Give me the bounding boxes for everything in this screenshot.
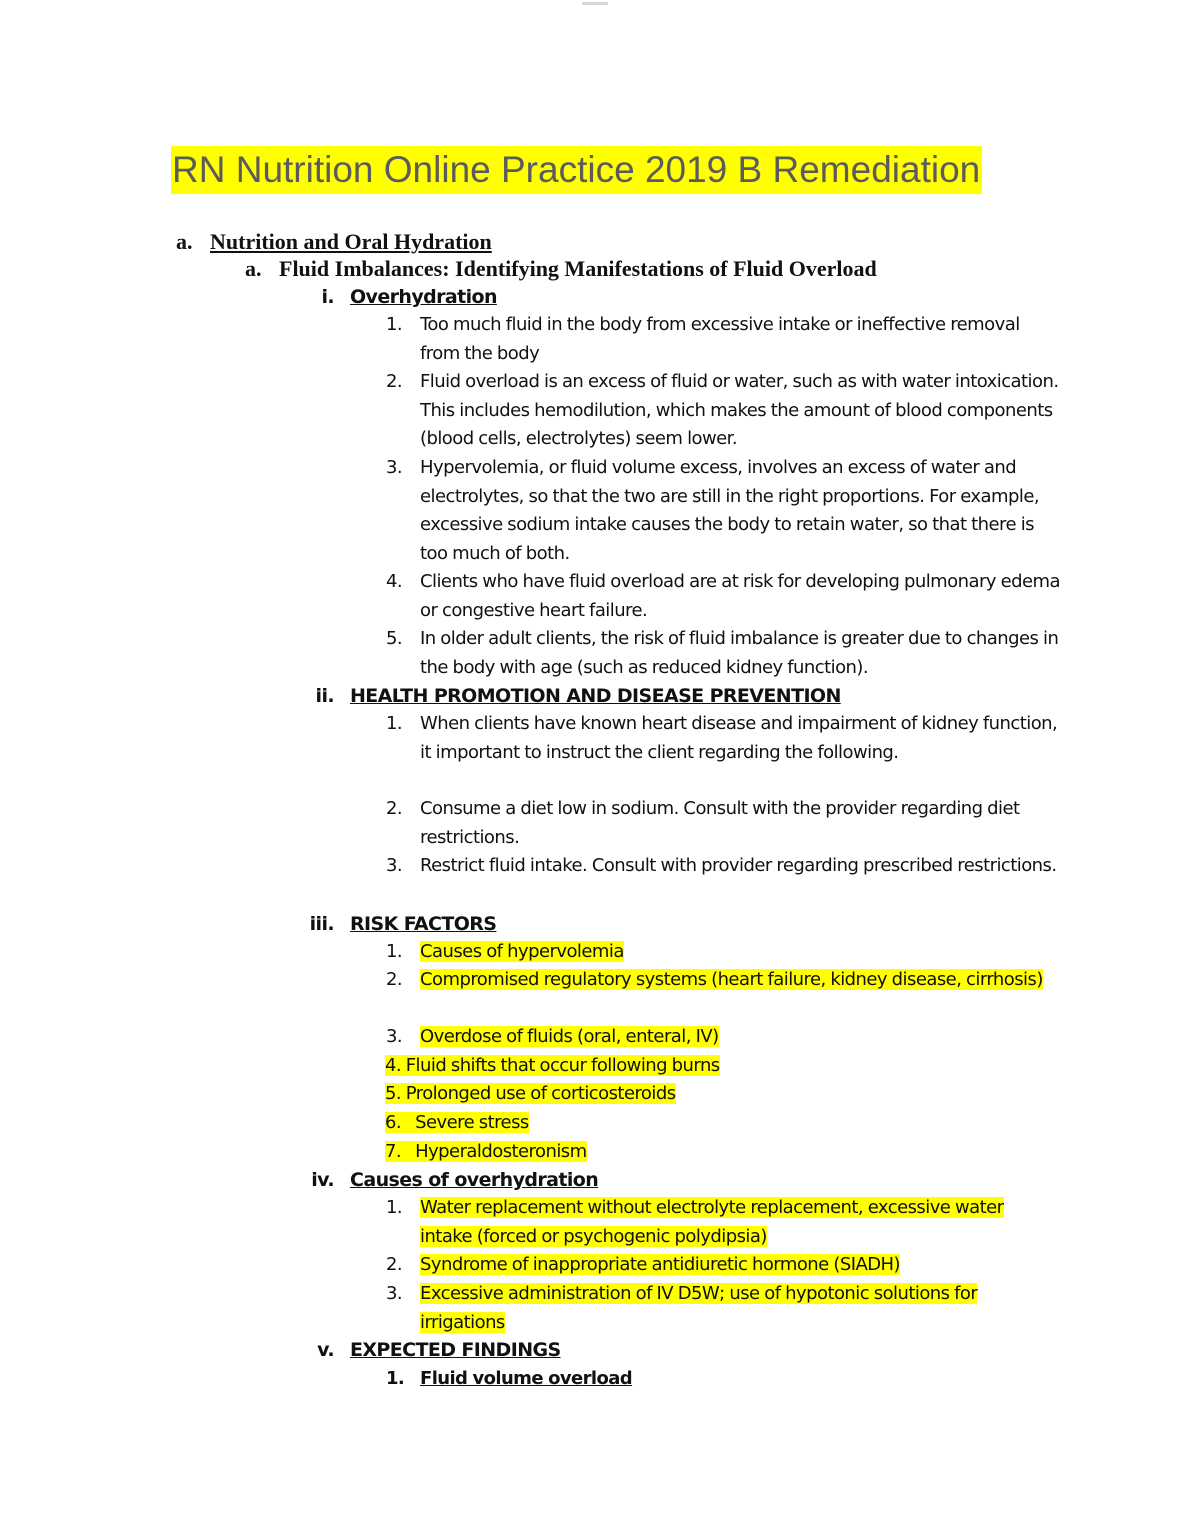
section-marker: i.: [321, 286, 334, 308]
item-text: Excessive administration of IV D5W; use of hypotonic solutions for irrigations: [420, 1283, 978, 1333]
section-expected-findings: [317, 1336, 561, 1365]
heading-1-marker: a.: [176, 229, 193, 254]
item-number: 2.: [386, 969, 403, 990]
item-number: 1.: [386, 941, 403, 962]
section-title: HEALTH PROMOTION AND DISEASE PREVENTION: [350, 685, 841, 707]
item-text: Too much fluid in the body from excessive intake or ineffective removal from the body: [420, 314, 1020, 364]
list-item: [385, 1138, 1025, 1167]
item-text: In older adult clients, the risk of fluid imbalance is greater due to changes in the body with age (such as reduced kidney function).: [420, 628, 1059, 678]
list-item: [386, 710, 1060, 767]
item-number: 3.: [386, 457, 403, 478]
item-number: 3.: [386, 1026, 403, 1047]
item-number: 1.: [386, 1197, 403, 1218]
list-item: [386, 1194, 1060, 1251]
item-text: Syndrome of inappropriate antidiuretic hormone (SIADH): [420, 1254, 900, 1275]
section-risk-factors: [309, 910, 497, 939]
item-number: 1.: [386, 713, 403, 734]
item-number: 5.: [386, 628, 403, 649]
item-number: 4.: [386, 571, 403, 592]
list-item: [385, 1080, 1025, 1109]
item-text: Fluid shifts that occur following burns: [405, 1055, 720, 1076]
item-number: 4.: [385, 1055, 402, 1076]
item-number: 2.: [386, 798, 403, 819]
item-number: 1.: [386, 1368, 405, 1389]
section-marker: ii.: [315, 685, 334, 707]
section-marker: iii.: [309, 913, 334, 935]
item-number: 2.: [386, 371, 403, 392]
heading-1-text: Nutrition and Oral Hydration: [210, 229, 492, 254]
item-number: 7.: [385, 1141, 402, 1162]
heading-2-marker: a.: [245, 256, 262, 281]
list-item: [386, 1365, 1060, 1394]
section-causes-overhydration: [311, 1166, 599, 1195]
item-text: Severe stress: [415, 1112, 529, 1133]
section-overhydration: [321, 283, 497, 312]
item-number: 3.: [386, 855, 403, 876]
section-title: Causes of overhydration: [350, 1169, 599, 1191]
list-item: [386, 852, 1060, 881]
list-item: [386, 1023, 1060, 1052]
item-number: 1.: [386, 314, 403, 335]
header-mark: [582, 2, 608, 5]
item-text: Consume a diet low in sodium. Consult with the provider regarding diet restrictions.: [420, 798, 1020, 848]
list-item: [386, 795, 1060, 852]
list-item: [386, 454, 1060, 568]
item-text: Prolonged use of corticosteroids: [405, 1083, 676, 1104]
list-item: [386, 568, 1060, 625]
list-item: [385, 1052, 1025, 1081]
list-item: [386, 311, 1060, 368]
section-title: EXPECTED FINDINGS: [350, 1339, 561, 1361]
item-text: Causes of hypervolemia: [420, 941, 624, 962]
item-text: Restrict fluid intake. Consult with provider regarding prescribed restrictions.: [420, 855, 1057, 876]
item-number: 3.: [386, 1283, 403, 1304]
list-item: [386, 625, 1060, 682]
list-item: [386, 1280, 1060, 1337]
list-item: [386, 966, 1060, 995]
item-text: When clients have known heart disease and impairment of kidney function, it important to instruct the client regarding the following.: [420, 713, 1058, 763]
item-text: Fluid overload is an excess of fluid or water, such as with water intoxication. This includes hemodilution, which makes the amount of blood components (blood cells, electrolytes) seem lower.: [420, 371, 1059, 449]
heading-level-2: [245, 256, 877, 282]
item-text: Fluid volume overload: [420, 1368, 633, 1389]
section-title: RISK FACTORS: [350, 913, 497, 935]
list-item: [386, 1251, 1060, 1280]
item-number: 2.: [386, 1254, 403, 1275]
item-number: 6.: [385, 1112, 402, 1133]
list-item: [386, 368, 1060, 454]
section-marker: iv.: [311, 1169, 334, 1191]
section-marker: v.: [317, 1339, 334, 1361]
list-item: [385, 1109, 1025, 1138]
item-text: Compromised regulatory systems (heart failure, kidney disease, cirrhosis): [420, 969, 1043, 990]
heading-2-text: Fluid Imbalances: Identifying Manifestations of Fluid Overload: [279, 256, 877, 281]
list-item: [386, 938, 1060, 967]
section-title: Overhydration: [350, 286, 497, 308]
item-number: 5.: [385, 1083, 402, 1104]
item-text: Overdose of fluids (oral, enteral, IV): [420, 1026, 719, 1047]
heading-level-1: [176, 229, 492, 255]
item-text: Hypervolemia, or fluid volume excess, involves an excess of water and electrolytes, so that the two are still in the right proportions. For example, excessive sodium intake causes the body to retain water, so that there is too much of both.: [420, 457, 1040, 564]
item-text: Hyperaldosteronism: [415, 1141, 587, 1162]
section-health-promotion: [315, 682, 841, 711]
item-text: Water replacement without electrolyte replacement, excessive water intake (forced or psychogenic polydipsia): [420, 1197, 1004, 1247]
page-title: RN Nutrition Online Practice 2019 B Remediation: [171, 146, 982, 194]
item-text: Clients who have fluid overload are at risk for developing pulmonary edema or congestive heart failure.: [420, 571, 1060, 621]
